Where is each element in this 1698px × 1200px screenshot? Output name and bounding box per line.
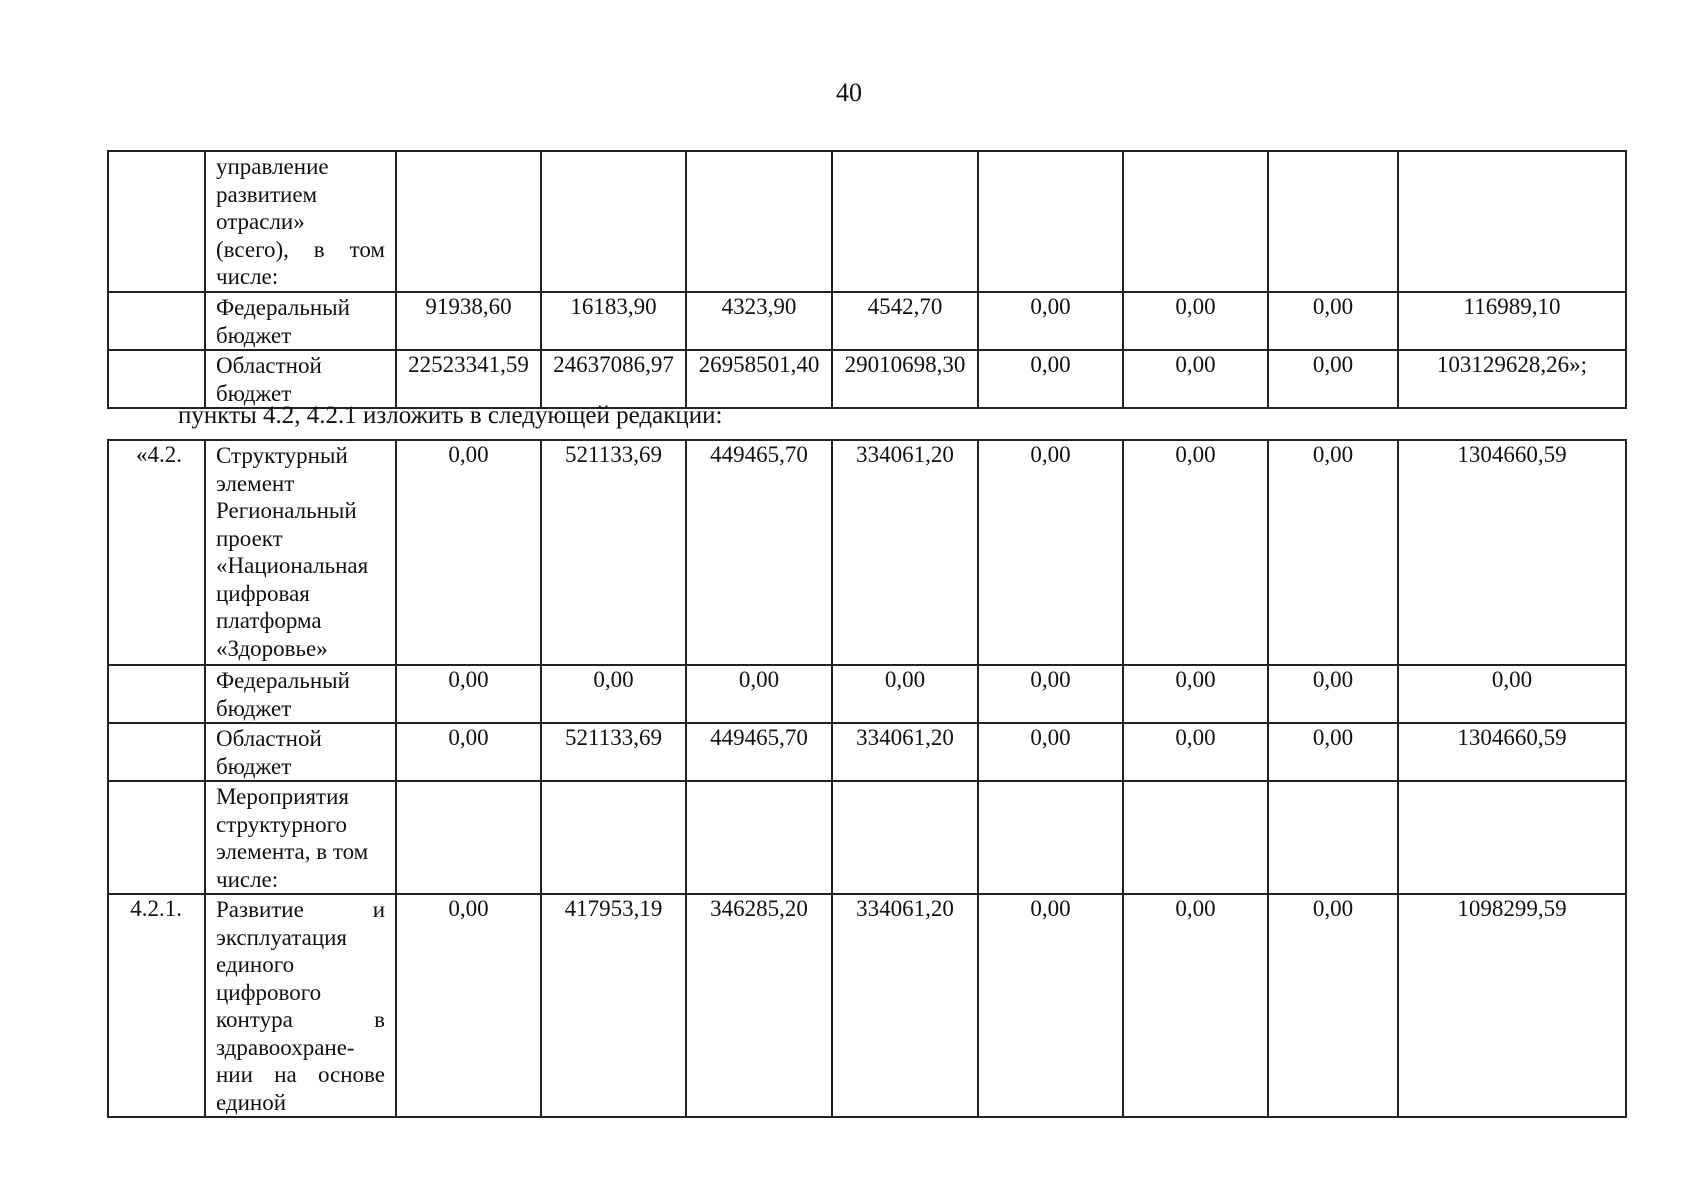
value-cell: 0,00	[978, 723, 1123, 781]
instruction-text: пункты 4.2, 4.2.1 изложить в следующей редакции:	[178, 402, 723, 429]
name-line-justified	[216, 236, 385, 264]
name-line: отрасли»	[216, 209, 305, 234]
value-cell: 26958501,40	[686, 350, 832, 408]
name-word: в	[374, 1007, 385, 1032]
value-cell	[1268, 151, 1398, 292]
value-cell	[396, 151, 541, 292]
budget-table-top	[107, 150, 1627, 409]
value-cell: 334061,20	[832, 894, 978, 1117]
value-cell	[396, 781, 541, 894]
value-cell: 24637086,97	[541, 350, 686, 408]
table-row	[108, 440, 1626, 665]
value-cell: 16183,90	[541, 292, 686, 350]
row-name-cell	[205, 894, 396, 1117]
row-code-cell	[108, 665, 205, 723]
table-row	[108, 781, 1626, 894]
value-cell: 0,00	[1123, 292, 1268, 350]
row-name-cell: Областной бюджет	[205, 350, 396, 408]
value-cell: 0,00	[978, 665, 1123, 723]
name-word: в	[313, 236, 325, 262]
name-word: (всего),	[216, 236, 289, 262]
value-cell: 0,00	[978, 894, 1123, 1117]
value-cell: 0,00	[832, 665, 978, 723]
value-cell: 0,00	[978, 292, 1123, 350]
value-cell: 103129628,26»;	[1398, 350, 1626, 408]
value-cell: 0,00	[1268, 350, 1398, 408]
value-cell: 1304660,59	[1398, 723, 1626, 781]
value-cell: 521133,69	[541, 723, 686, 781]
name-word: на	[274, 1062, 297, 1087]
value-cell: 0,00	[1268, 440, 1398, 665]
value-cell: 1304660,59	[1398, 440, 1626, 665]
row-code-cell	[108, 781, 205, 894]
value-cell: 521133,69	[541, 440, 686, 665]
value-cell: 116989,10	[1398, 292, 1626, 350]
value-cell: 0,00	[1268, 723, 1398, 781]
name-line: единого	[216, 952, 295, 977]
value-cell: 334061,20	[832, 723, 978, 781]
value-cell: 0,00	[1268, 894, 1398, 1117]
table-row	[108, 723, 1626, 781]
value-cell: 0,00	[1123, 440, 1268, 665]
value-cell	[686, 781, 832, 894]
value-cell: 0,00	[396, 894, 541, 1117]
table-row	[108, 665, 1626, 723]
name-line: числе:	[216, 264, 279, 289]
name-line: цифрового	[216, 979, 322, 1005]
budget-table-bottom	[107, 439, 1627, 1118]
name-word: Развитие	[216, 897, 304, 922]
row-code-cell	[108, 151, 205, 292]
value-cell: 4542,70	[832, 292, 978, 350]
value-cell: 1098299,59	[1398, 894, 1626, 1117]
value-cell: 0,00	[978, 440, 1123, 665]
value-cell: 0,00	[396, 723, 541, 781]
value-cell	[1123, 781, 1268, 894]
name-line-justified	[216, 1061, 385, 1089]
value-cell: 0,00	[1268, 665, 1398, 723]
value-cell	[832, 781, 978, 894]
value-cell	[1268, 781, 1398, 894]
row-code-cell: 4.2.1.	[108, 894, 205, 1117]
value-cell	[1398, 151, 1626, 292]
name-line: эксплуатация	[216, 924, 348, 950]
value-cell: 449465,70	[686, 440, 832, 665]
value-cell: 0,00	[541, 665, 686, 723]
value-cell	[978, 781, 1123, 894]
name-word: и	[372, 897, 385, 922]
value-cell	[541, 151, 686, 292]
value-cell	[832, 151, 978, 292]
row-name-cell: Областной бюджет	[205, 723, 396, 781]
value-cell: 0,00	[396, 665, 541, 723]
table-row	[108, 292, 1626, 350]
row-name-cell: Федеральный бюджет	[205, 665, 396, 723]
value-cell	[978, 151, 1123, 292]
value-cell: 346285,20	[686, 894, 832, 1117]
value-cell	[686, 151, 832, 292]
value-cell: 417953,19	[541, 894, 686, 1117]
value-cell: 91938,60	[396, 292, 541, 350]
value-cell: 0,00	[396, 440, 541, 665]
value-cell: 0,00	[1268, 292, 1398, 350]
name-word: нии	[216, 1062, 253, 1087]
value-cell: 449465,70	[686, 723, 832, 781]
name-word: основе	[317, 1062, 385, 1087]
value-cell: 0,00	[686, 665, 832, 723]
name-line: здравоохране-	[216, 1034, 355, 1060]
name-word: контура	[216, 1007, 293, 1032]
name-line-justified	[216, 896, 385, 924]
value-cell: 4323,90	[686, 292, 832, 350]
row-code-cell	[108, 292, 205, 350]
table-row	[108, 151, 1626, 292]
value-cell: 0,00	[1123, 665, 1268, 723]
value-cell: 0,00	[1123, 723, 1268, 781]
row-code-cell: «4.2.	[108, 440, 205, 665]
name-line: развитием	[216, 181, 318, 207]
value-cell	[1398, 781, 1626, 894]
table-row	[108, 894, 1626, 1117]
value-cell	[541, 781, 686, 894]
name-line: единой	[216, 1089, 287, 1115]
row-code-cell	[108, 350, 205, 408]
name-line: управление	[216, 154, 329, 179]
value-cell: 29010698,30	[832, 350, 978, 408]
row-name-cell	[205, 151, 396, 292]
row-name-cell: Мероприятия структурного элемента, в том числе:	[205, 781, 396, 894]
row-code-cell	[108, 723, 205, 781]
value-cell: 22523341,59	[396, 350, 541, 408]
name-word: том	[349, 236, 385, 262]
value-cell: 0,00	[978, 350, 1123, 408]
row-name-cell: Федеральный бюджет	[205, 292, 396, 350]
page-number: 40	[836, 78, 862, 107]
value-cell: 0,00	[1123, 894, 1268, 1117]
name-line-justified	[216, 1006, 385, 1034]
row-name-cell: Структурный элемент Региональный проект «Национальная цифровая платформа «Здоровье»	[205, 440, 396, 665]
value-cell: 0,00	[1398, 665, 1626, 723]
value-cell	[1123, 151, 1268, 292]
value-cell: 0,00	[1123, 350, 1268, 408]
value-cell: 334061,20	[832, 440, 978, 665]
table-row	[108, 350, 1626, 408]
